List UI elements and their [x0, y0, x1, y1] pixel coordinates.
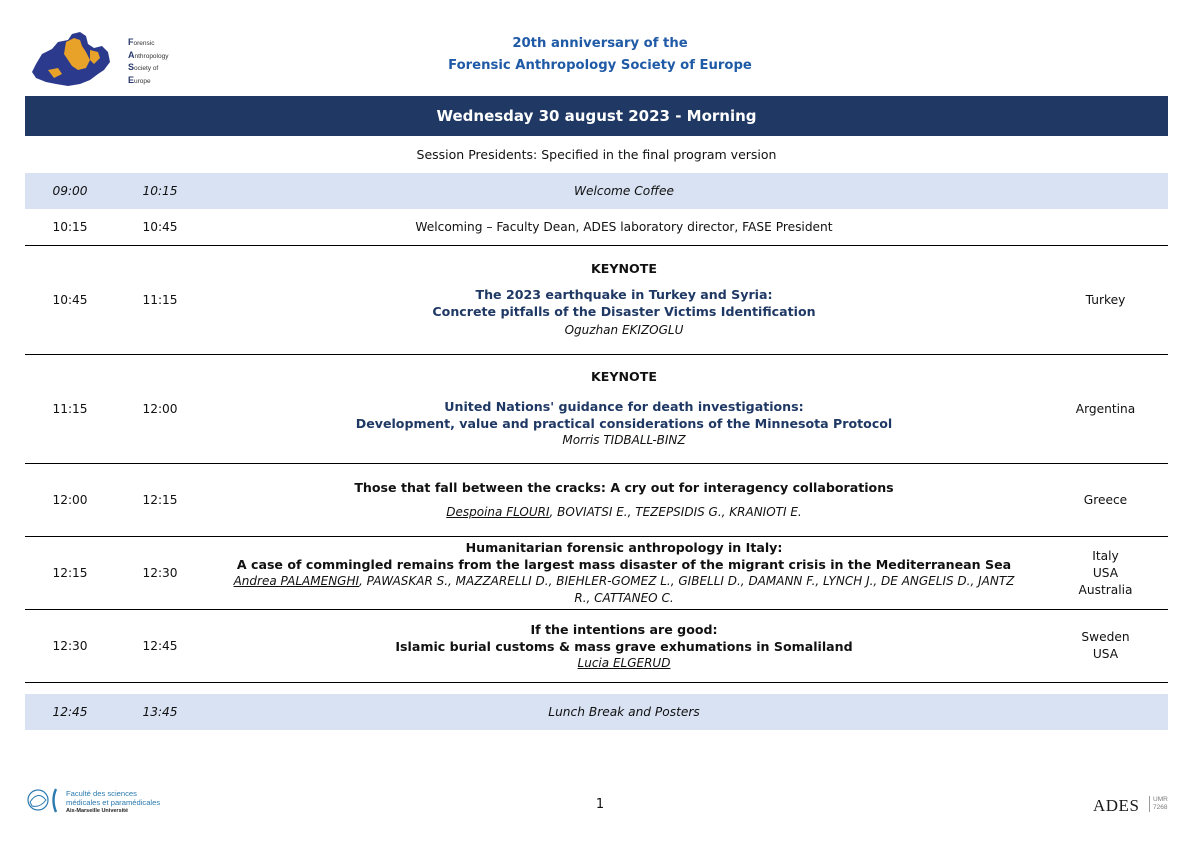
country: USA [1092, 647, 1119, 661]
country: Argentina [1075, 401, 1136, 416]
keynote-label: KEYNOTE [591, 261, 657, 276]
presenter: Andrea PALAMENGHI [233, 574, 360, 588]
authors [205, 504, 1043, 521]
start-time: 10:45 [52, 293, 88, 307]
talk-title-line-2: Islamic burial customs & mass grave exhumations in Somaliland [395, 638, 853, 654]
country: USA [1092, 565, 1119, 580]
authors [205, 655, 1043, 672]
end-time: 13:45 [142, 705, 178, 719]
end-time: 11:15 [142, 293, 178, 307]
talk-block [205, 261, 1043, 339]
start-time: 11:15 [52, 402, 88, 416]
ades-umr: UMR 7268 [1149, 796, 1168, 812]
authors-continued: R., CATTANEO C. [574, 591, 674, 605]
schedule-row-welcoming [25, 209, 1168, 245]
talk-block [205, 479, 1043, 521]
talk-title-line-2: Development, value and practical considerations of the Minnesota Protocol [355, 416, 893, 431]
end-time: 12:30 [142, 566, 178, 580]
faculty-logo [24, 786, 184, 818]
talk-title-line-2: Concrete pitfalls of the Disaster Victims Identification [432, 304, 816, 319]
fase-logo [28, 30, 169, 88]
keynote-label: KEYNOTE [591, 369, 657, 384]
day-heading: Wednesday 30 august 2023 - Morning [25, 96, 1168, 136]
schedule-table [25, 96, 1168, 730]
start-time: 10:15 [52, 220, 88, 234]
schedule-row-welcome-coffee [25, 173, 1168, 209]
talk-title-line-1: If the intentions are good: [530, 621, 718, 637]
talk-title-line-1: The 2023 earthquake in Turkey and Syria: [475, 287, 773, 302]
presenter: Lucia ELGERUD [577, 655, 671, 670]
countries [1043, 548, 1168, 599]
session-title: Welcome Coffee [573, 184, 675, 198]
coauthors: , BOVIATSI E., TEZEPSIDIS G., KRANIOTI E. [549, 505, 802, 519]
start-time: 12:00 [52, 493, 88, 507]
start-time: 12:30 [52, 639, 88, 653]
talk-title-line-2: A case of commingled remains from the largest mass disaster of the migrant crisis in the Mediterranean Sea [236, 557, 1012, 572]
europe-map-icon [28, 30, 123, 88]
end-time: 12:45 [142, 639, 178, 653]
title-line-1: 20th anniversary of the [512, 36, 688, 51]
talk-block [205, 369, 1043, 449]
end-time: 12:15 [142, 493, 178, 507]
authors [213, 573, 1035, 590]
fase-logo-letters: Forensic Anthropology Society of Europe [128, 37, 169, 85]
schedule-row-italy [25, 536, 1168, 609]
end-time: 10:45 [142, 220, 178, 234]
talk-title-line-1: United Nations' guidance for death investigations: [444, 399, 804, 414]
country: Turkey [1085, 292, 1126, 307]
page-title [380, 33, 820, 77]
country: Italy [1092, 548, 1119, 563]
page-number: 1 [595, 797, 605, 812]
start-time: 12:45 [52, 705, 88, 719]
talk-title-line-1: Humanitarian forensic anthropology in Italy: [465, 540, 783, 555]
coauthors: , PAWASKAR S., MAZZARELLI D., BIEHLER-GOMEZ L., GIBELLI D., DAMANN F., LYNCH J., DE ANGELIS D., JANTZ [359, 574, 1015, 588]
country: Australia [1078, 582, 1133, 597]
talk-title: Those that fall between the cracks: A cry out for interagency collaborations [354, 480, 894, 495]
session-title: Lunch Break and Posters [548, 705, 700, 719]
speaker: Oguzhan EKIZOGLU [564, 323, 684, 337]
schedule-row-greece [25, 463, 1168, 536]
ades-logo [1093, 795, 1173, 817]
presenter: Despoina FLOURI [446, 505, 550, 519]
session-title: Welcoming – Faculty Dean, ADES laboratory director, FASE President [415, 220, 833, 234]
speaker: Morris TIDBALL-BINZ [562, 433, 686, 447]
schedule-row-keynote-argentina [25, 354, 1168, 463]
country: Greece [1083, 492, 1128, 507]
talk-block [205, 621, 1043, 672]
schedule-row-keynote-turkey [25, 245, 1168, 354]
faculty-name: Faculté des sciences médicales et paramédicales Aix-Marseille Université [66, 789, 161, 814]
countries [1043, 629, 1168, 663]
ades-name: ADES [1093, 796, 1140, 815]
start-time: 12:15 [52, 566, 88, 580]
start-time: 09:00 [52, 184, 88, 198]
session-presidents: Session Presidents: Specified in the final program version [416, 147, 777, 162]
talk-block [205, 539, 1043, 607]
faculty-emblem-icon [24, 786, 64, 816]
schedule-row-lunch [25, 694, 1168, 730]
title-line-2: Forensic Anthropology Society of Europe [448, 58, 752, 73]
end-time: 12:00 [142, 402, 178, 416]
end-time: 10:15 [142, 184, 178, 198]
schedule-row-sweden [25, 609, 1168, 682]
country: Sweden [1081, 630, 1130, 644]
